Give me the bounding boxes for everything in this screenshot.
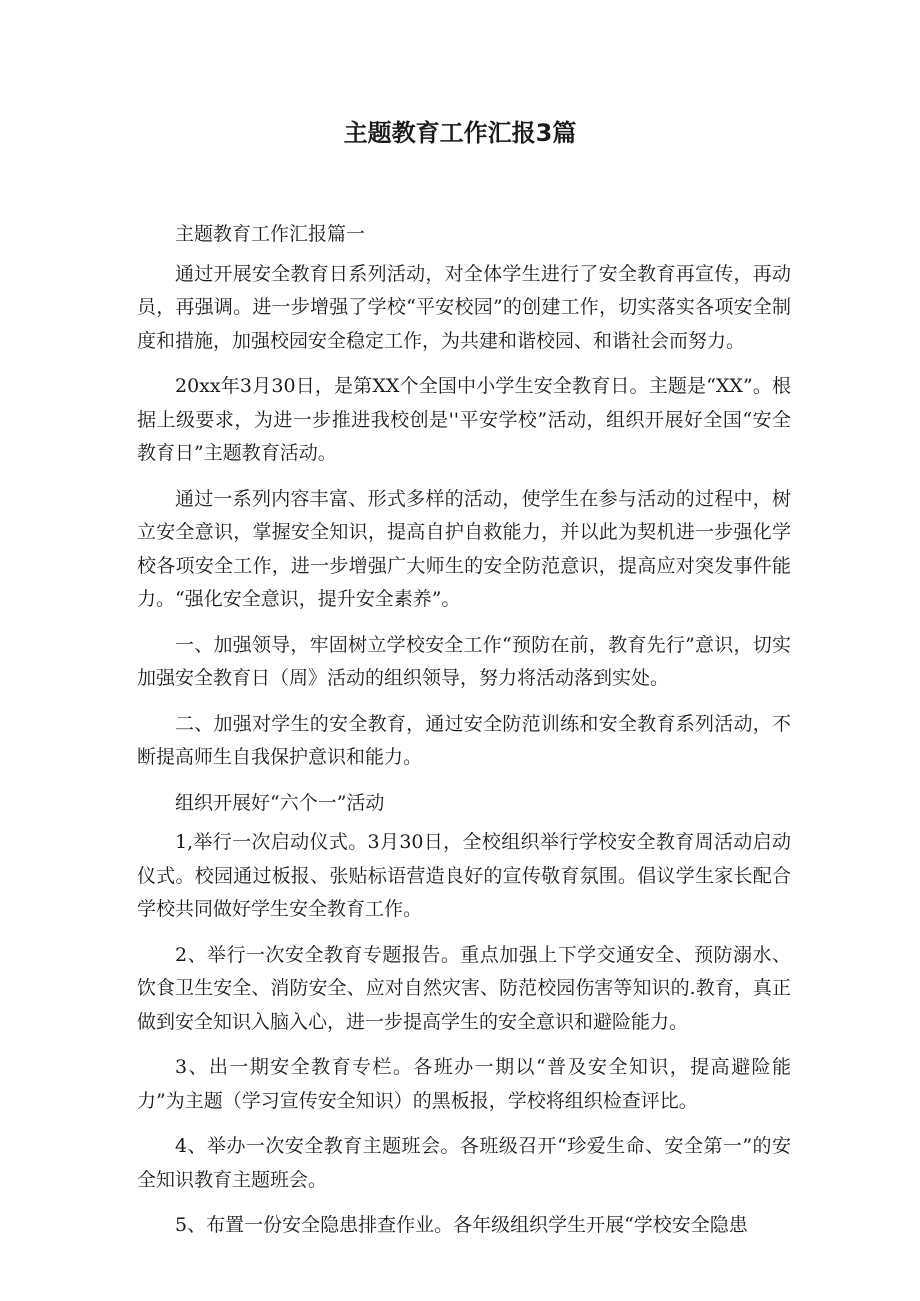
paragraph: 通过开展安全教育日系列活动，对全体学生进行了安全教育再宣传，再动员，再强调。进一步增强了学校“平安校园”的创建工作，切实落实各项安全制度和措施，加强校园安全稳定工作，为共建和谐校园、和谐社会而努力。 xyxy=(137,262,791,352)
subheading: 组织开展好“六个一”活动 xyxy=(175,791,385,814)
section-heading: 主题教育工作汇报篇一 xyxy=(175,223,366,245)
list-item: 2、举行一次安全教育专题报告。重点加强上下学交通安全、预防溺水、饮食卫生安全、消防安全、应对自然灾害、防范校园伤害等知识的.教育，真正做到安全知识入脑入心，进一步提高学生的安全意识和避险能力。 xyxy=(137,943,791,1033)
paragraph: 一、加强领导，牢固树立学校安全工作“预防在前，教育先行”意识，切实加强安全教育日（周》活动的组织领导，努力将活动落到实处。 xyxy=(137,633,791,689)
list-item: 1,举行一次启动仪式。3月30日，全校组织举行学校安全教育周活动启动仪式。校园通过板报、张贴标语营造良好的宣传敬育氛围。倡议学生家长配合学校共同做好学生安全教育工作。 xyxy=(137,831,791,920)
list-item: 3、出一期安全教育专栏。各班办一期以“普及安全知识，提高避险能力”为主题（学习宣传安全知识）的黑板报，学校将组织检查评比。 xyxy=(137,1056,791,1112)
paragraph: 20xx年3月30日，是第XX个全国中小学生安全教育日。主题是“XX”。根据上级要求，为进一步推进我校创是''平安学校”活动，组织开展好全国“安全教育日”主题教育活动。 xyxy=(137,375,791,464)
list-item: 5、布置一份安全隐患排查作业。各年级组织学生开展“学校安全隐患 xyxy=(175,1214,748,1236)
paragraph: 二、加强对学生的安全教育，通过安全防范训练和安全教育系列活动，不断提高师生自我保护意识和能力。 xyxy=(137,712,791,768)
document-title: 主题教育工作汇报3篇 xyxy=(343,119,577,147)
document-body xyxy=(137,218,791,1255)
list-item: 4、举办一次安全教育主题班会。各班级召开“珍爱生命、安全第一”的安全知识教育主题班会。 xyxy=(137,1135,791,1191)
paragraph: 通过一系列内容丰富、形式多样的活动，使学生在参与活动的过程中，树立安全意识，掌握安全知识，提高自护自救能力，并以此为契机进一步强化学校各项安全工作，进一步增强广大师生的安全防范意识，提高应对突发事件能力。“强化安全意识，提升安全素养”。 xyxy=(137,487,791,610)
